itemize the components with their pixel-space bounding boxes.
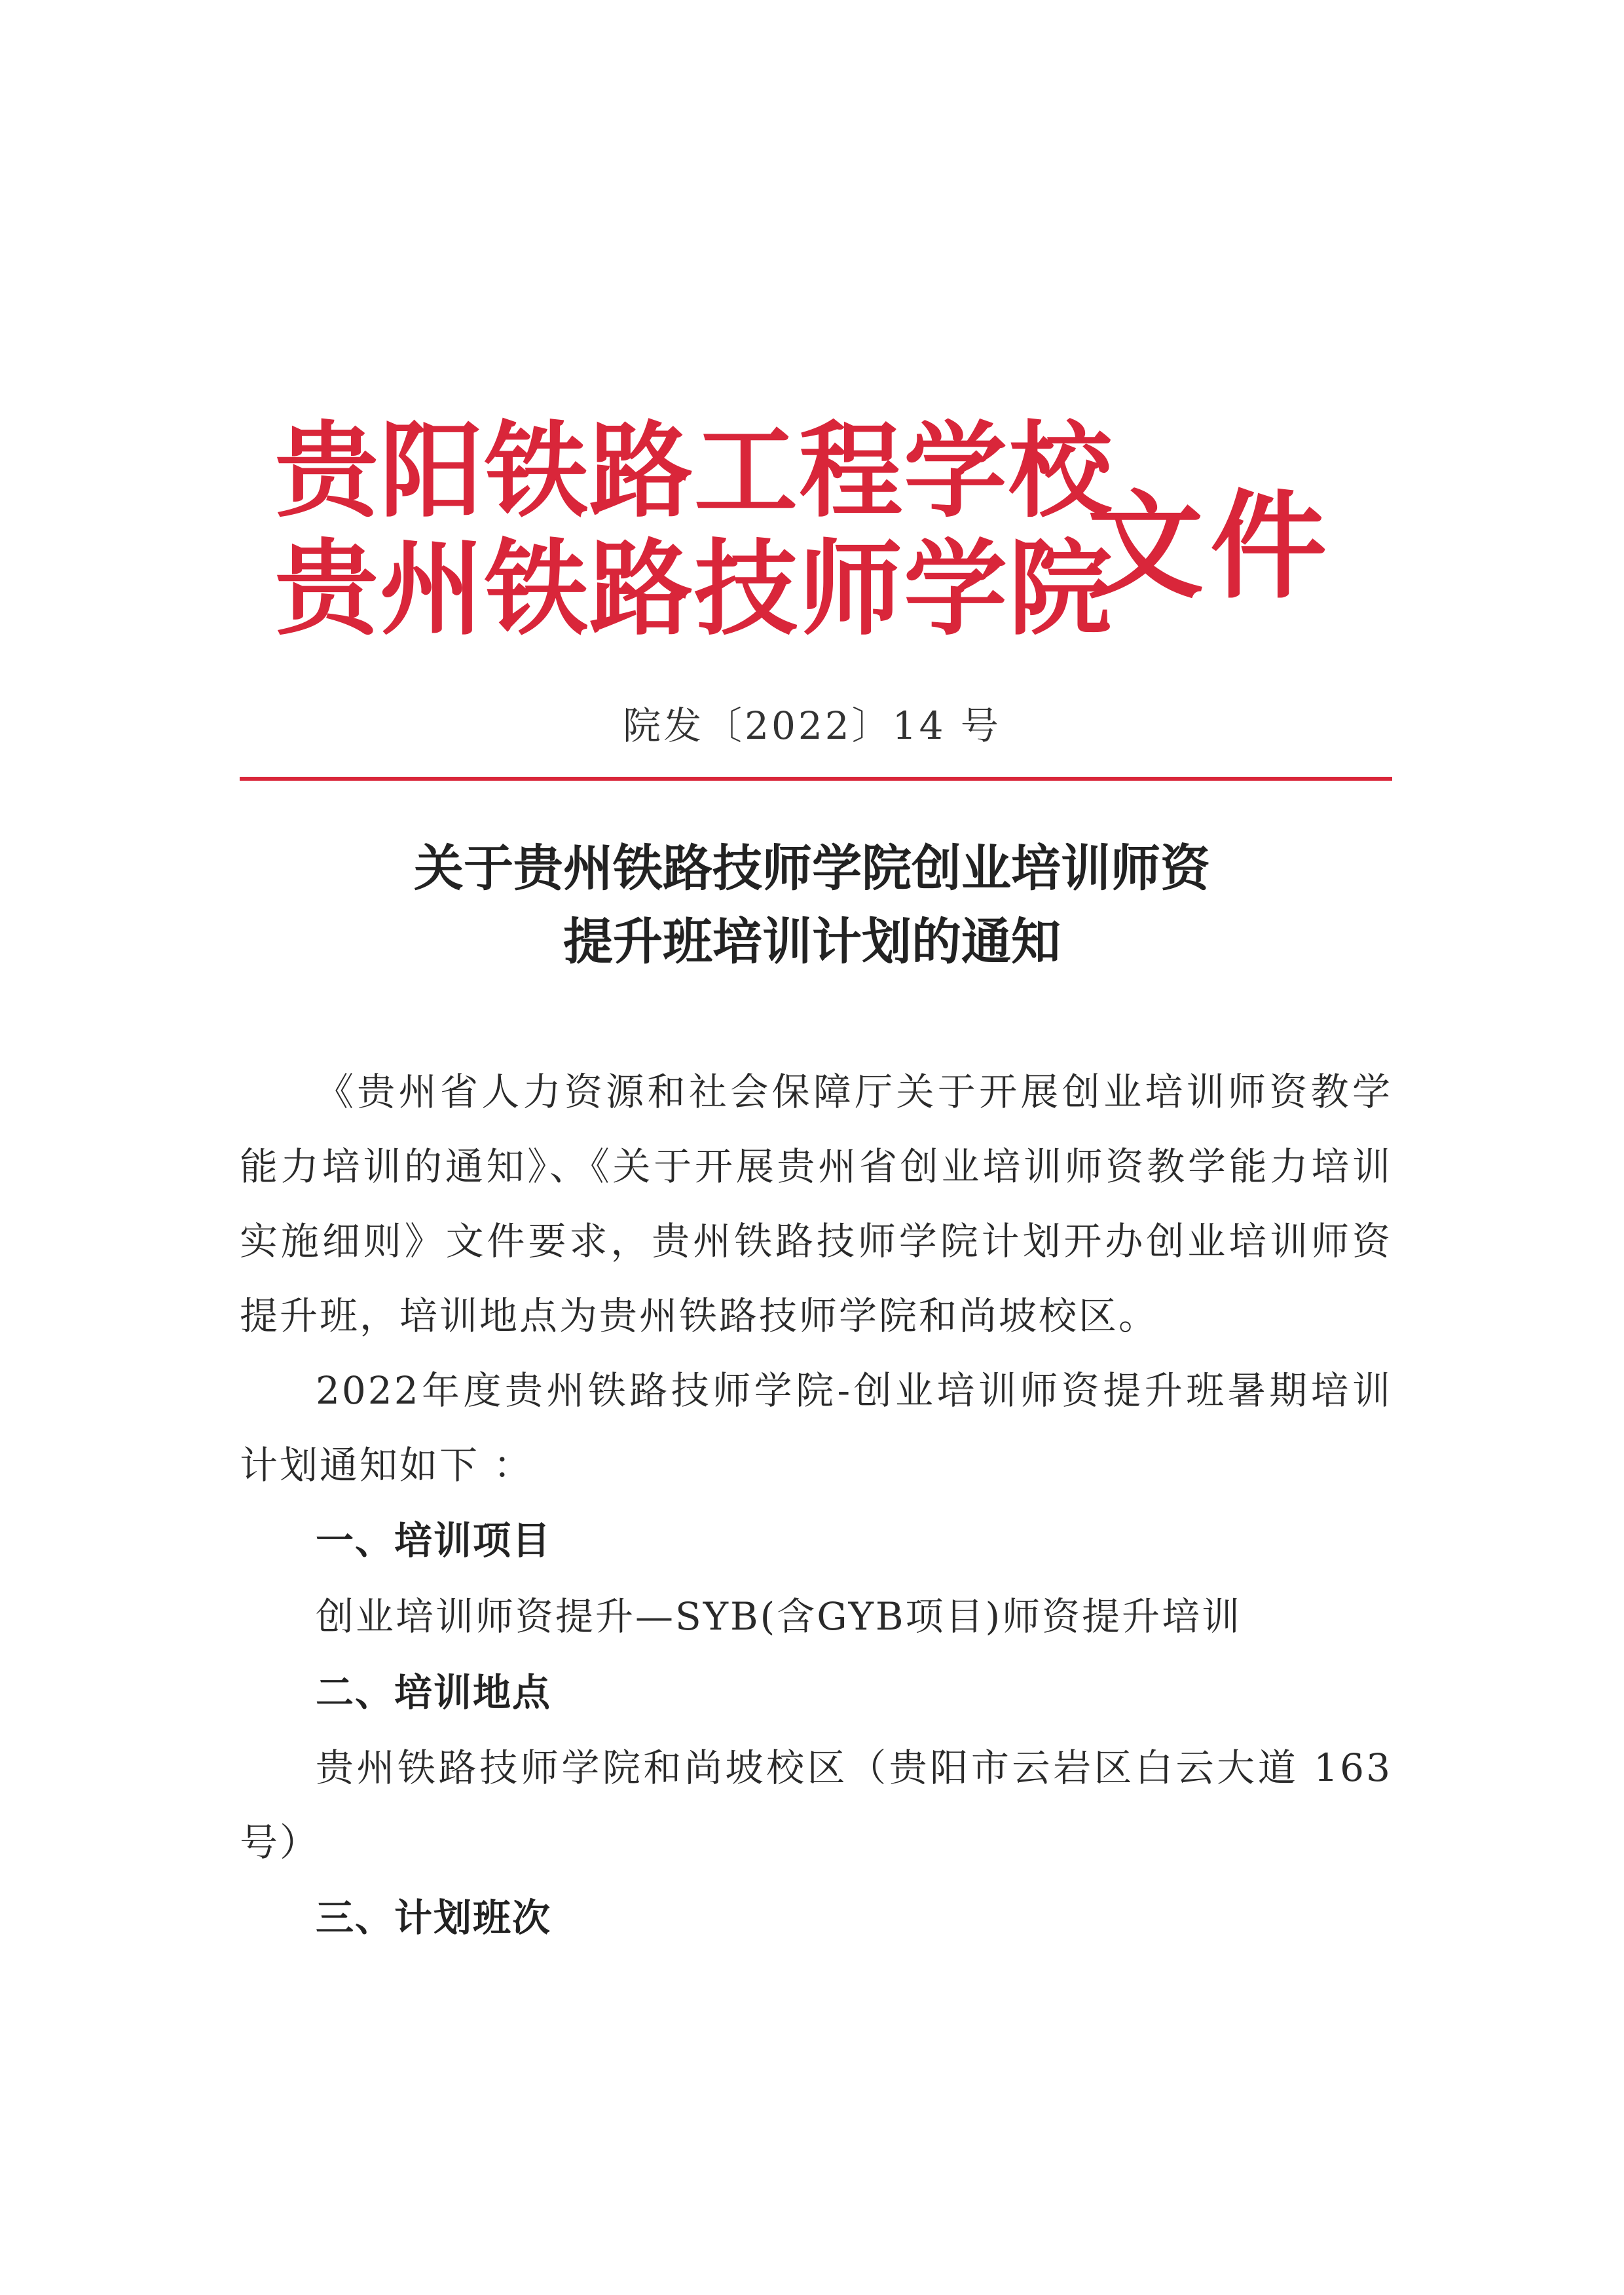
document-word: 文件 (1087, 479, 1333, 614)
document-body (240, 1054, 1392, 1956)
title-line-2: 提升班培训计划的通知 (563, 912, 1061, 971)
document-number: 院发〔2022〕14 号 (623, 703, 1001, 748)
section-text-training-project: 创业培训师资提升—SYB(含GYB项目)师资提升培训 (316, 1594, 1242, 1639)
org-name-line-1: 贵阳铁路工程学校 (275, 411, 1113, 532)
issuing-organizations (275, 411, 1113, 650)
document-title (0, 832, 1624, 979)
section-heading-training-project: 一、培训项目 (316, 1518, 552, 1563)
paragraph-plan-notice: 2022年度贵州铁路技师学院-创业培训师资提升班暑期培训计划通知如下 ： (240, 1368, 1392, 1487)
section-heading-training-location: 二、培训地点 (316, 1670, 552, 1715)
title-line-1: 关于贵州铁路技师学院创业培训师资 (414, 839, 1210, 897)
paragraph-intro: 《贵州省人力资源和社会保障厅关于开展创业培训师资教学能力培训的通知》、《关于开展贵州省创业培训师资教学能力培训实施细则》文件要求，贵州铁路技师学院计划开办创业培训师资提升班，培训地点为贵州铁路技师学院和尚坡校区。 (240, 1070, 1392, 1338)
red-divider-line (240, 777, 1392, 781)
org-name-line-2: 贵州铁路技师学院 (275, 529, 1113, 650)
section-text-training-location: 贵州铁路技师学院和尚坡校区（贵阳市云岩区白云大道 163 号） (240, 1745, 1392, 1865)
section-heading-planned-classes: 三、计划班次 (316, 1895, 552, 1940)
